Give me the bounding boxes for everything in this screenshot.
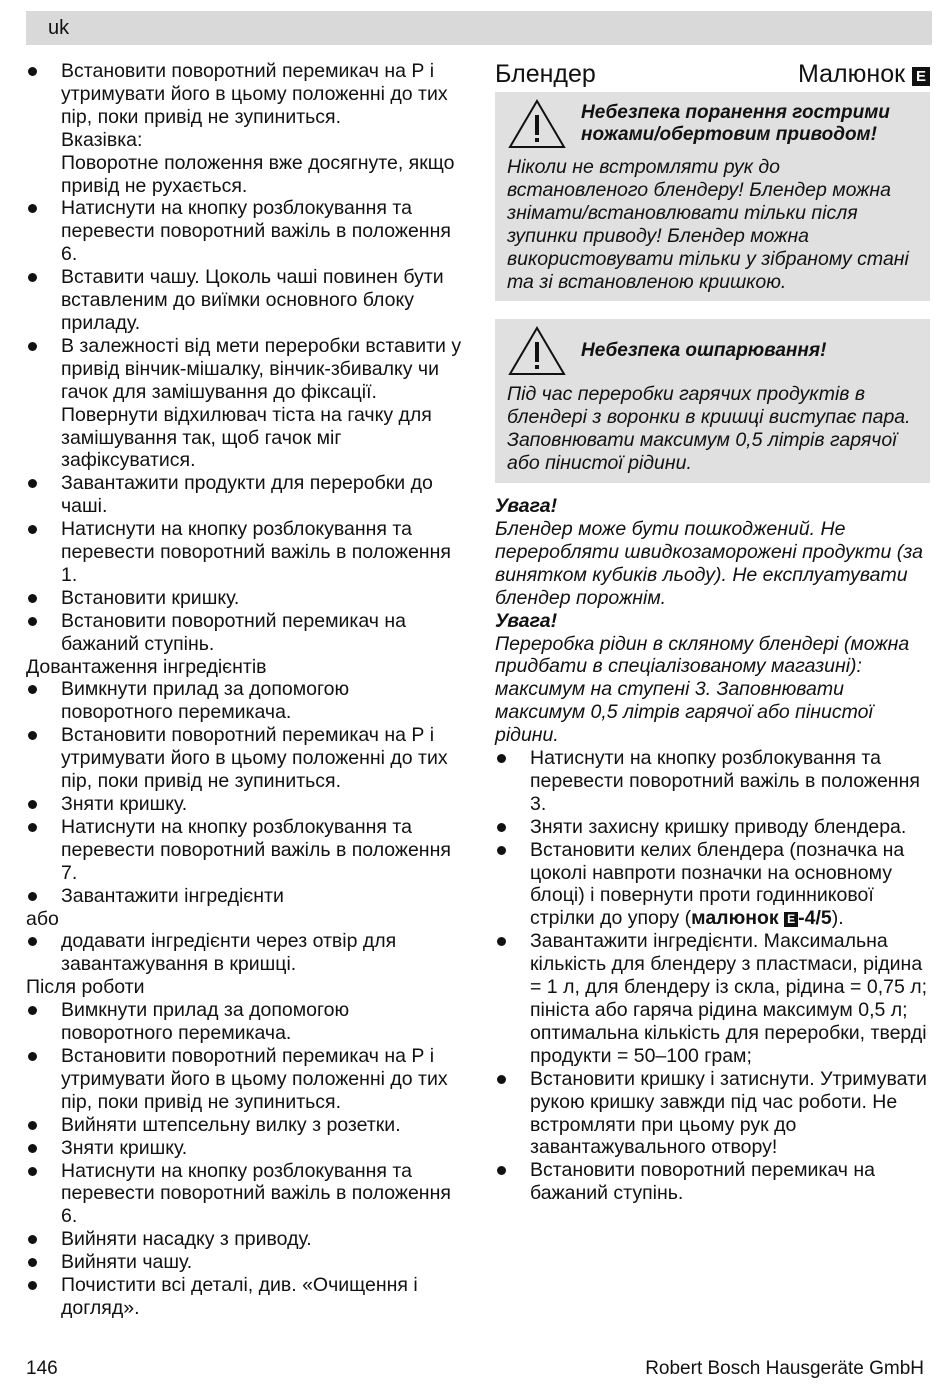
language-header-bar (26, 11, 932, 45)
section-title: Блендер (495, 60, 596, 88)
list-item: Натиснути на кнопку розблокування та перевести поворотний важіль в положення 7. (26, 816, 466, 885)
page-number: 146 (26, 1358, 58, 1379)
warning-box-cuts (495, 92, 930, 301)
language-code: uk (48, 17, 70, 39)
list-item: Встановити поворотний перемикач на бажаний ступінь. (26, 610, 466, 656)
list-item: Встановити поворотний перемикач на бажаний ступінь. (495, 1159, 930, 1205)
list-item: Вийняти насадку з приводу. (26, 1228, 466, 1251)
subheading: або (26, 907, 59, 930)
list-item: Натиснути на кнопку розблокування та перевести поворотний важіль в положення 6. (26, 1160, 466, 1229)
list-item: Вставити чашу. Цоколь чаші повинен бути вставленим до виїмки основного блоку приладу. (26, 266, 466, 335)
attention-label: Увага! (495, 495, 558, 518)
list-item: Встановити кришку і затиснути. Утримувати рукою кришку завжди під час роботи. Не встромляти при цьому рук до завантажувального отвору! (495, 1068, 930, 1160)
list-item: Встановити келих блендера (позначка на цоколі навпроти позначки на основному блоці) і повернути проти годинникової стрілки до упору (малюнок E -4/5). (495, 839, 930, 931)
list-item: Встановити поворотний перемикач на Р і утримувати його в цьому положенні до тих пір, поки привід не зупиниться. (26, 724, 466, 793)
list-item: Вимкнути прилад за допомогою поворотного перемикача. (26, 678, 466, 724)
warning-title: Небезпека ошпарювання! (581, 340, 827, 362)
list-item: Встановити кришку. (26, 587, 466, 610)
list-item: Зняти кришку. (26, 1137, 466, 1160)
list-item: Натиснути на кнопку розблокування та перевести поворотний важіль в положення 3. (495, 747, 930, 816)
note-text: Поворотне положення вже досягнуте, якщо привід не рухається. (61, 151, 455, 197)
list-item: Вийняти чашу. (26, 1251, 466, 1274)
warning-triangle-icon (507, 325, 567, 377)
section-heading (495, 60, 930, 88)
warning-box-scald (495, 319, 930, 483)
company-name: Robert Bosch Hausgeräte GmbH (645, 1358, 924, 1379)
figure-letter-icon: E (784, 912, 798, 927)
attention-label: Увага! (495, 609, 558, 632)
list-item: Вийняти штепсельну вилку з розетки. (26, 1114, 466, 1137)
warning-title: Небезпека поранення гострими ножами/обертовим приводом! (581, 102, 890, 145)
figure-reference: Малюнок E (798, 60, 930, 88)
attention-text: Блендер може бути пошкоджений. Не переробляти швидкозаморожені продукти (за винятком кубиків льоду). Не експлуатувати блендер порожнім. (495, 517, 923, 609)
left-column (26, 60, 466, 1320)
list-item: Завантажити продукти для переробки до чаші. (26, 472, 466, 518)
list-item: Зняти захисну кришку приводу блендера. (495, 816, 930, 839)
list-item: Завантажити інгредієнти (26, 885, 466, 908)
list-item: В залежності від мети переробки вставити у привід вінчик-мішалку, вінчик-збивалку чи гачок для замішування до фіксації. Повернути відхилювач тіста на гачку для замішування так, щоб гачок міг зафіксуватися. (26, 335, 466, 472)
right-column (495, 60, 930, 1205)
list-item: Зняти кришку. (26, 793, 466, 816)
warning-text: Під час переробки гарячих продуктів в блендері з воронки в кришці виступає пара. Заповнювати максимум 0,5 літрів гарячої або пінистої рідини. (507, 383, 911, 475)
list-item: Встановити поворотний перемикач на Р і утримувати його в цьому положенні до тих пір, поки привід не зупиниться. (26, 1045, 466, 1114)
note-text: Вказівка: (61, 128, 143, 151)
figure-letter-icon: E (912, 67, 930, 86)
attention-text: Переробка рідин в скляному блендері (можна придбати в спеціалізованому магазині): максимум на ступені 3. Заповнювати максимум 0,5 літрів гарячої або пінистої рідини. (495, 632, 910, 747)
list-item: Натиснути на кнопку розблокування та перевести поворотний важіль в положення 6. (26, 197, 466, 266)
warning-text: Ніколи не встромляти рук до встановленого блендеру! Блендер можна знімати/встановлювати тільки після зупинки приводу! Блендер можна використовувати тільки у зібраному стані та зі встановленою кришкою. (507, 156, 909, 293)
list-item: додавати інгредієнти через отвір для завантажування в кришці. (26, 930, 466, 976)
subheading: Довантаження інгредієнтів (26, 655, 267, 678)
list-item: Встановити поворотний перемикач на Р і утримувати його в цьому положенні до тих пір, поки привід не зупиниться. (26, 60, 466, 129)
warning-triangle-icon (507, 98, 567, 150)
list-item: Почистити всі деталі, див. «Очищення і догляд». (26, 1274, 466, 1320)
subheading: Після роботи (26, 976, 145, 999)
list-item: Завантажити інгредієнти. Максимальна кількість для блендеру з пластмаси, рідина = 1 л, для блендеру із скла, рідина = 0,75 л; пініста або гаряча рідина максимум 0,5 л; оптимальна кількість для переробки, тверді продукти = 50–100 грам; (495, 930, 930, 1067)
list-item: Натиснути на кнопку розблокування та перевести поворотний важіль в положення 1. (26, 518, 466, 587)
list-item: Вимкнути прилад за допомогою поворотного перемикача. (26, 999, 466, 1045)
